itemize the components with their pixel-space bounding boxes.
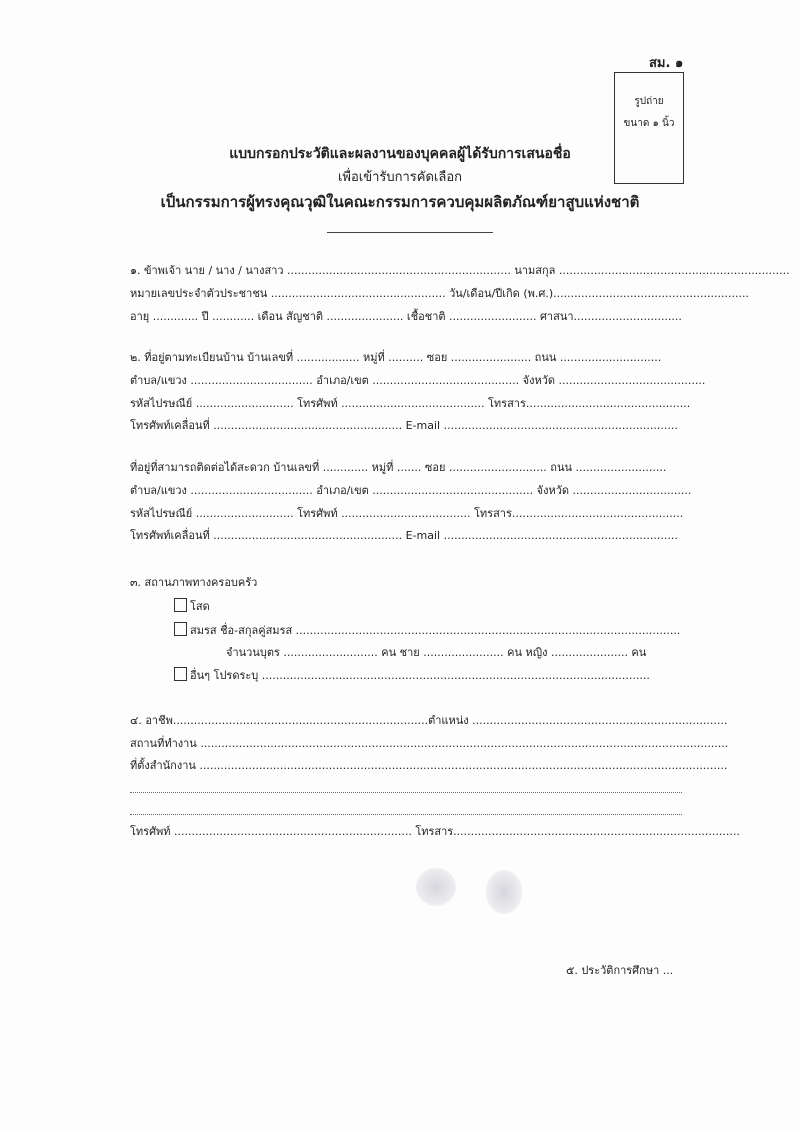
contact-mobile-email-line[interactable]: โทรศัพท์เคลื่อนที่ ...................................................... E-mail ................................................................... — [130, 529, 678, 542]
form-code: สม. ๑ — [649, 56, 684, 71]
registered-address-line[interactable]: ๒. ที่อยู่ตามทะเบียนบ้าน บ้านเลขที่ .................. หมู่ที่ .......... ซอย ....................... ถนน ............................. — [130, 351, 662, 364]
title-line-3: เป็นกรรมการผู้ทรงคุณวุฒิในคณะกรรมการควบคุมผลิตภัณฑ์ยาสูบแห่งชาติ — [160, 193, 640, 211]
office-location-line[interactable]: ที่ตั้งสำนักงาน ....................................................................................................................................................... — [130, 759, 728, 772]
title-line-1: แบบกรอกประวัติและผลงานของบุคคลผู้ได้รับการเสนอชื่อ — [229, 146, 571, 162]
children-line[interactable]: จำนวนบุตร ........................... คน ชาย ....................... คน หญิง ...................... คน — [226, 646, 647, 659]
scan-smudge-right — [486, 870, 522, 914]
office-location-blank-line-2[interactable] — [130, 814, 682, 815]
contact-postal-phone-line[interactable]: รหัสไปรษณีย์ ............................ โทรศัพท์ ..................................... โทรสาร................................................. — [130, 507, 684, 520]
registered-mobile-email-line[interactable]: โทรศัพท์เคลื่อนที่ ...................................................... E-mail ................................................................... — [130, 419, 678, 432]
other-checkbox[interactable] — [174, 667, 187, 681]
other-label: อื่นๆ โปรดระบุ ............................................................................................................... — [190, 669, 650, 682]
marital-status-heading: ๓. สถานภาพทางครอบครัว — [130, 576, 258, 589]
occupation-position-line[interactable]: ๔. อาชีพ.........................................................................ตำแหน่ง ......................................................................... — [130, 714, 728, 727]
photo-box-label: รูปถ่าย — [634, 96, 664, 107]
scan-smudge-left — [416, 868, 456, 906]
title-line-2: เพื่อเข้ารับการคัดเลือก — [337, 170, 463, 185]
photo-box-size: ขนาด ๑ นิ้ว — [623, 118, 675, 129]
married-label: สมรส ชื่อ-สกุลคู่สมรส .............................................................................................................. — [190, 624, 681, 637]
title-underline — [327, 232, 493, 233]
continued-footer: ๕. ประวัติการศึกษา ... — [566, 964, 674, 977]
married-option[interactable] — [174, 622, 682, 639]
single-checkbox[interactable] — [174, 598, 187, 612]
married-checkbox[interactable] — [174, 622, 187, 636]
office-phone-fax-line[interactable]: โทรศัพท์ .................................................................... โทรสาร.................................................................................. — [130, 825, 740, 838]
registered-postal-phone-line[interactable]: รหัสไปรษณีย์ ............................ โทรศัพท์ ......................................... โทรสาร............................................... — [130, 397, 691, 410]
contact-district-line[interactable]: ตำบล/แขวง ................................... อำเภอ/เขต .............................................. จังหวัด .................................. — [130, 484, 692, 497]
registered-district-line[interactable]: ตำบล/แขวง ................................... อำเภอ/เขต .......................................... จังหวัด .......................................... — [130, 374, 706, 387]
single-option[interactable] — [174, 598, 210, 615]
id-birthdate-line[interactable]: หมายเลขประจำตัวประชาชน .................................................. วัน/เดือน/ปีเกิด (พ.ศ.)........................................................ — [130, 287, 749, 300]
office-location-blank-line-1[interactable] — [130, 792, 682, 793]
workplace-line[interactable]: สถานที่ทำงาน ....................................................................................................................................................... — [130, 737, 729, 750]
other-option[interactable] — [174, 667, 682, 684]
name-line[interactable]: ๑. ข้าพเจ้า นาย / นาง / นางสาว ................................................................ นามสกุล .................................................................. — [130, 264, 790, 277]
contact-address-line[interactable]: ที่อยู่ที่สามารถติดต่อได้สะดวก บ้านเลขที่ ............. หมู่ที่ ....... ซอย ............................ ถนน .......................... — [130, 461, 667, 474]
age-nationality-line[interactable]: อายุ ............. ปี ............ เดือน สัญชาติ ...................... เชื้อชาติ ......................... ศาสนา............................... — [130, 310, 682, 323]
single-label: โสด — [190, 600, 210, 613]
